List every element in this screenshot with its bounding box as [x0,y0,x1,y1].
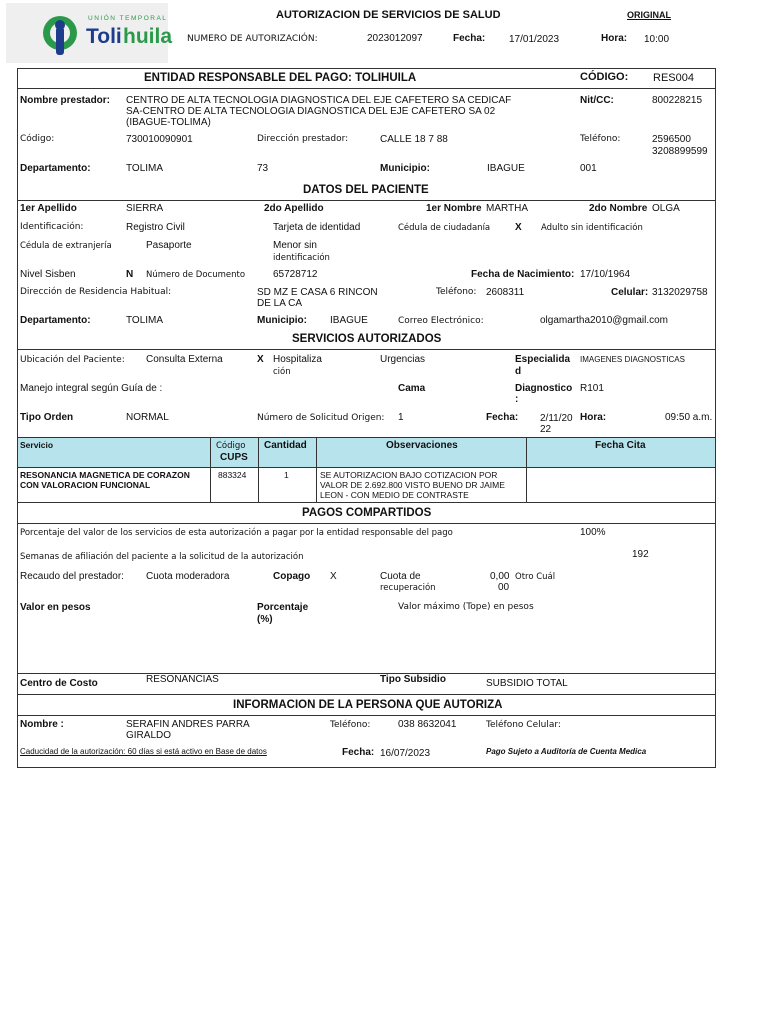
patient-phone: 2608311 [486,287,525,298]
original-label: ORIGINAL [627,10,671,20]
collect-label: Recaudo del prestador: [20,571,124,582]
auth-number: 2023012097 [367,33,423,44]
pct-label: Porcentaje del valor de los servicios de esta autorización a pagar por la entidad responsable del pago [20,528,453,538]
patient-last1-label: 1er Apellido [20,203,77,214]
recovery-line1: Cuota de [380,571,421,582]
diag-value: R101 [580,383,604,394]
patient-sisben-label: Nivel Sisben [20,269,76,280]
authorizer-phone-label: Teléfono: [330,720,371,730]
patient-muni-label: Municipio: [257,315,307,326]
patient-first1-label: 1er Nombre [426,203,482,214]
provider-address: CALLE 18 7 88 [380,134,448,145]
patient-id-menor2: identificación [273,253,330,263]
patient-cell: 3132029758 [652,287,708,298]
hosp-line1: Hospitaliza [273,354,322,365]
pct-value: 100% [580,527,606,538]
patient-id-mark: X [515,222,522,233]
authorizer-cell-label: Teléfono Celular: [486,720,561,730]
auth-number-label: NUMERO DE AUTORIZACIÓN: [187,34,318,44]
patient-first2-label: 2do Nombre [589,203,648,214]
entity-title: ENTIDAD RESPONSABLE DEL PAGO: TOLIHUILA [144,72,417,84]
patient-id-extranjeria: Cédula de extranjería [20,241,112,251]
specialty-label1: Especialida [515,354,571,365]
cost-value: RESONANCIAS [146,674,219,685]
row-qty: 1 [284,470,289,480]
provider-address-label: Dirección prestador: [257,134,349,144]
patient-sisben: N [126,269,134,280]
logo-top-text: UNIÓN TEMPORAL [88,15,168,22]
header-date: 17/01/2023 [509,34,560,45]
patient-email-label: Correo Electrónico: [398,316,484,326]
other-label: Otro Cuál [515,572,556,582]
patient-id-adulto: Adulto sin identificación [541,223,643,233]
patient-dept: TOLIMA [126,315,164,326]
patient-residence2: DE LA CA [257,298,303,309]
provider-muni: IBAGUE [487,163,525,174]
patient-section-title: DATOS DEL PACIENTE [303,184,429,196]
specialty-value: IMAGENES DIAGNOSTICAS [580,355,685,364]
th-qty: Cantidad [264,440,307,451]
provider-name-line2: SA-CENTRO DE ALTA TECNOLOGIA DIAGNOSTICA DEL EJE CAFETERO SA 02 [126,106,496,117]
patient-doc-label: Número de Documento [146,270,246,280]
provider-phone-label: Teléfono: [580,134,621,144]
diag-label2: : [515,394,519,405]
order-date1: 2/11/20 [540,413,573,424]
patient-cell-label: Celular: [611,287,649,298]
patient-first2: OLGA [652,203,680,214]
order-date2: 22 [540,424,552,435]
provider-nit: 800228215 [652,95,703,106]
header-time: 10:00 [644,34,670,45]
order-time-label: Hora: [580,412,607,423]
authorizer-name2: GIRALDO [126,730,172,741]
row-service1: RESONANCIA MAGNETICA DE CORAZON [20,470,190,480]
authorizer-name1: SERAFIN ANDRES PARRA [126,719,250,730]
row-obs1: SE AUTORIZACION BAJO COTIZACION POR [320,470,498,480]
patient-residence-label: Dirección de Residencia Habitual: [20,287,172,297]
provider-muni-label: Municipio: [380,163,430,174]
row-obs2: VALOR DE 2.692.800 VISTO BUENO DR JAIME [320,480,505,490]
patient-id-cedula: Cédula de ciudadanía [398,223,491,233]
max-label: Valor máximo (Tope) en pesos [398,602,534,612]
patient-phone-label: Teléfono: [436,287,477,297]
patient-muni: IBAGUE [330,315,368,326]
integral-label: Manejo integral según Guía de : [20,383,163,394]
logo [6,3,173,63]
amount-line1: 0,00 [490,571,510,582]
weeks-label: Semanas de afiliación del paciente a la solicitud de la autorización [20,552,304,562]
patient-first1: MARTHA [486,203,529,214]
provider-code: 730010090901 [126,134,193,145]
amount-line2: 00 [498,582,510,593]
expiry-note: Caducidad de la autorización: 60 días si está activo en Base de datos [20,747,267,756]
provider-phone2: 3208899599 [652,146,708,157]
logo-name-b: huila [123,25,173,48]
origin-value: 1 [398,412,404,423]
urgencias-label: Urgencias [380,354,426,365]
th-service: Servicio [20,440,54,450]
location-mark: X [257,354,264,365]
location-label: Ubicación del Paciente: [20,355,125,365]
copago-label: Copago [273,571,311,582]
row-service2: CON VALORACION FUNCIONAL [20,480,151,490]
patient-dept-label: Departamento: [20,315,91,326]
provider-name-line1: CENTRO DE ALTA TECNOLOGIA DIAGNOSTICA DEL EJE CAFETERO SA CEDICAF [126,95,512,106]
payments-section-title: PAGOS COMPARTIDOS [302,507,432,519]
patient-residence1: SD MZ E CASA 6 RINCON [257,287,378,298]
authorizer-section-title: INFORMACION DE LA PERSONA QUE AUTORIZA [233,699,503,711]
patient-doc: 65728712 [273,269,318,280]
recovery-line2: recuperación [380,583,436,593]
th-obs: Observaciones [386,440,458,451]
copago-mark: X [330,571,337,582]
provider-phone1: 2596500 [652,134,691,145]
patient-last1: SIERRA [126,203,164,214]
subsidy-value: SUBSIDIO TOTAL [486,678,568,689]
patient-id-label: Identificación: [20,222,84,232]
th-appt: Fecha Cita [595,440,646,451]
weeks-value: 192 [632,549,649,560]
diag-label1: Diagnostico [515,383,573,394]
provider-dept-code: 73 [257,163,269,174]
row-cups: 883324 [218,470,247,480]
logo-name-a: Toli [86,25,122,48]
patient-id-civil: Registro Civil [126,222,185,233]
patient-last2-label: 2do Apellido [264,203,324,214]
hosp-line2: ción [273,367,291,377]
logo-mark-icon [40,13,80,57]
order-value: NORMAL [126,412,169,423]
row-obs3: LEON - CON MEDIO DE CONTRASTE [320,490,469,500]
th-cups2: CUPS [220,452,248,463]
order-date-label: Fecha: [486,412,519,423]
order-time: 09:50 a.m. [665,412,713,423]
provider-dept: TOLIMA [126,163,164,174]
provider-name-line3: (IBAGUE-TOLIMA) [126,117,211,128]
order-label: Tipo Orden [20,412,74,423]
origin-label: Número de Solicitud Origen: [257,413,385,423]
entity-code: RES004 [653,72,694,84]
provider-name-label: Nombre prestador: [20,95,111,106]
header-date-label: Fecha: [453,33,486,44]
authorizer-name-label: Nombre : [20,719,64,730]
patient-id-pasaporte: Pasaporte [146,240,192,251]
patient-id-menor1: Menor sin [273,240,317,251]
provider-dept-label: Departamento: [20,163,91,174]
patient-id-tarjeta: Tarjeta de identidad [273,222,361,233]
percent-label2: (%) [257,614,273,625]
services-section-title: SERVICIOS AUTORIZADOS [292,333,442,345]
th-cups1: Código [216,441,246,451]
patient-birth: 17/10/1964 [580,269,631,280]
location-value: Consulta Externa [146,354,223,365]
entity-code-label: CÓDIGO: [580,71,629,83]
patient-birth-label: Fecha de Nacimiento: [471,269,575,280]
specialty-label2: d [515,366,522,377]
moderadora-label: Cuota moderadora [146,571,230,582]
provider-nit-label: Nit/CC: [580,95,614,106]
header-time-label: Hora: [601,33,628,44]
bed-label: Cama [398,383,426,394]
authorizer-date: 16/07/2023 [380,748,431,759]
cost-label: Centro de Costo [20,678,98,689]
authorizer-phone: 038 8632041 [398,719,457,730]
authorizer-date-label: Fecha: [342,747,375,758]
subsidy-label: Tipo Subsidio [380,674,446,685]
value-label: Valor en pesos [20,602,91,613]
percent-label1: Porcentaje [257,602,309,613]
provider-muni-code: 001 [580,163,597,174]
document-title: AUTORIZACION DE SERVICIOS DE SALUD [276,9,501,21]
audit-note: Pago Sujeto a Auditoría de Cuenta Medica [486,747,647,756]
provider-code-label: Código: [20,134,55,144]
patient-email: olgamartha2010@gmail.com [540,315,668,326]
